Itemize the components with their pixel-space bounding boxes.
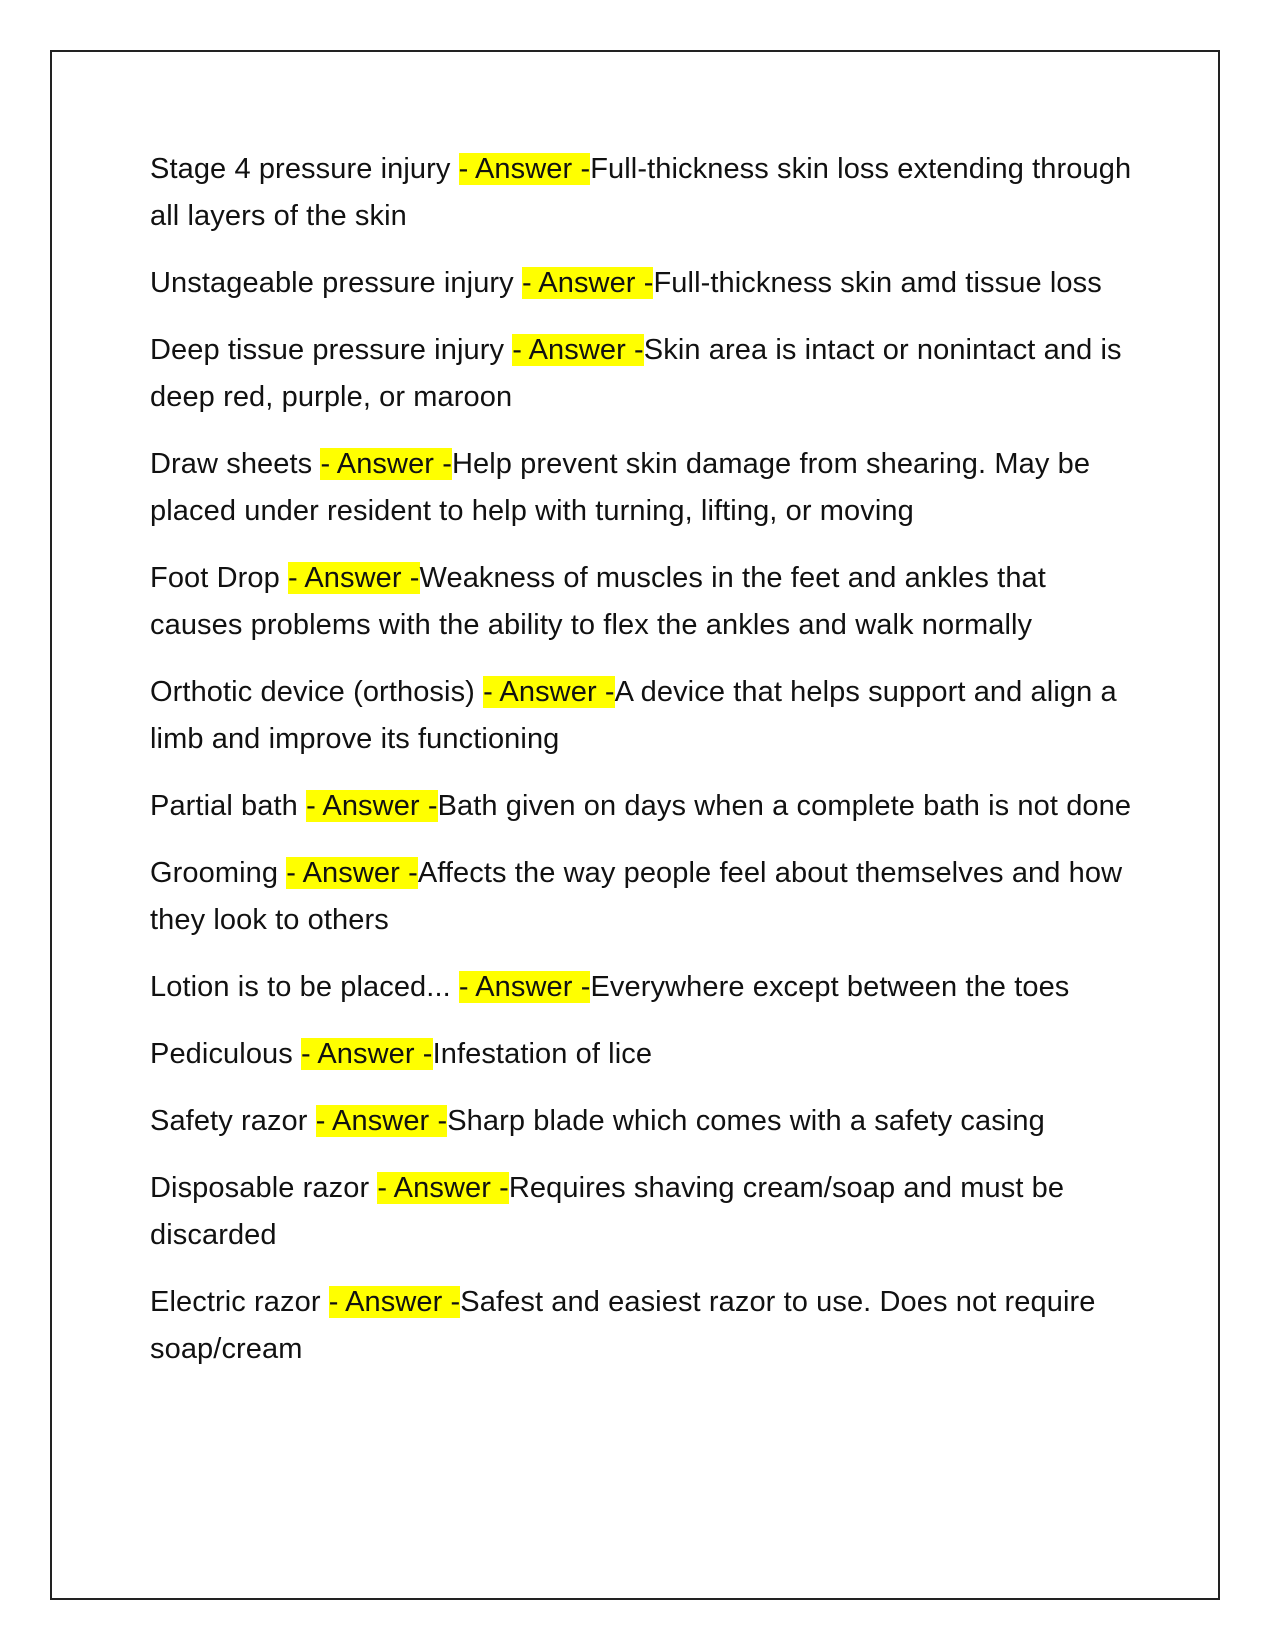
entry-term: Lotion is to be placed... <box>150 971 459 1003</box>
entry-lotion <box>150 964 1140 1011</box>
entry-definition: Sharp blade which comes with a safety casing <box>447 1105 1045 1137</box>
entry-definition: Everywhere except between the toes <box>590 971 1070 1003</box>
answer-highlight: - Answer - <box>377 1172 509 1204</box>
entry-definition: Infestation of lice <box>432 1038 653 1070</box>
flashcard-list <box>150 146 1140 1393</box>
answer-highlight: - Answer - <box>458 153 591 185</box>
entry-term: Safety razor <box>150 1105 316 1137</box>
answer-highlight: - Answer - <box>483 676 615 708</box>
entry-definition: Help prevent skin damage from shearing. May be placed under resident to help with turning, lifting, or moving <box>150 448 1091 527</box>
entry-definition: Weakness of muscles in the feet and ankles that causes problems with the ability to flex the ankles and walk normally <box>150 562 1046 641</box>
entry-grooming <box>150 850 1140 944</box>
entry-orthotic-device <box>150 669 1140 763</box>
answer-highlight: - Answer - <box>288 562 420 594</box>
entry-deep-tissue-pressure-injury <box>150 327 1140 421</box>
answer-highlight: - Answer - <box>328 1286 461 1318</box>
answer-highlight: - Answer - <box>315 1105 448 1137</box>
entry-draw-sheets <box>150 441 1140 535</box>
entry-definition: Safest and easiest razor to use. Does not require soap/cream <box>150 1286 1096 1365</box>
entry-pediculous <box>150 1031 1140 1078</box>
entry-disposable-razor <box>150 1165 1140 1259</box>
entry-unstageable-pressure-injury <box>150 260 1140 307</box>
entry-definition: Bath given on days when a complete bath is not done <box>437 790 1132 822</box>
answer-highlight: - Answer - <box>458 971 591 1003</box>
entry-definition: Full-thickness skin amd tissue loss <box>653 267 1102 299</box>
entry-term: Stage 4 pressure injury <box>150 153 459 185</box>
answer-highlight: - Answer - <box>301 1038 433 1070</box>
entry-definition: A device that helps support and align a limb and improve its functioning <box>150 676 1117 755</box>
entry-safety-razor <box>150 1098 1140 1145</box>
answer-highlight: - Answer - <box>286 857 418 889</box>
entry-term: Foot Drop <box>150 562 288 594</box>
entry-definition: Skin area is intact or nonintact and is deep red, purple, or maroon <box>150 334 1122 413</box>
entry-term: Pediculous <box>150 1038 302 1070</box>
entry-term: Grooming <box>150 857 287 889</box>
entry-partial-bath <box>150 783 1140 830</box>
answer-highlight: - Answer - <box>320 448 452 480</box>
entry-term: Orthotic device (orthosis) <box>150 676 484 708</box>
entry-stage-4-pressure-injury <box>150 146 1140 240</box>
entry-foot-drop <box>150 555 1140 649</box>
entry-definition: Affects the way people feel about themselves and how they look to others <box>150 857 1123 936</box>
entry-electric-razor <box>150 1279 1140 1373</box>
answer-highlight: - Answer - <box>521 267 654 299</box>
entry-term: Unstageable pressure injury <box>150 267 522 299</box>
answer-highlight: - Answer - <box>512 334 644 366</box>
entry-term: Partial bath <box>150 790 307 822</box>
entry-term: Disposable razor <box>150 1172 378 1204</box>
entry-definition: Requires shaving cream/soap and must be discarded <box>150 1172 1065 1251</box>
entry-term: Electric razor <box>150 1286 329 1318</box>
answer-highlight: - Answer - <box>306 790 438 822</box>
entry-term: Deep tissue pressure injury <box>150 334 513 366</box>
entry-definition: Full-thickness skin loss extending through all layers of the skin <box>150 153 1132 232</box>
entry-term: Draw sheets <box>150 448 321 480</box>
